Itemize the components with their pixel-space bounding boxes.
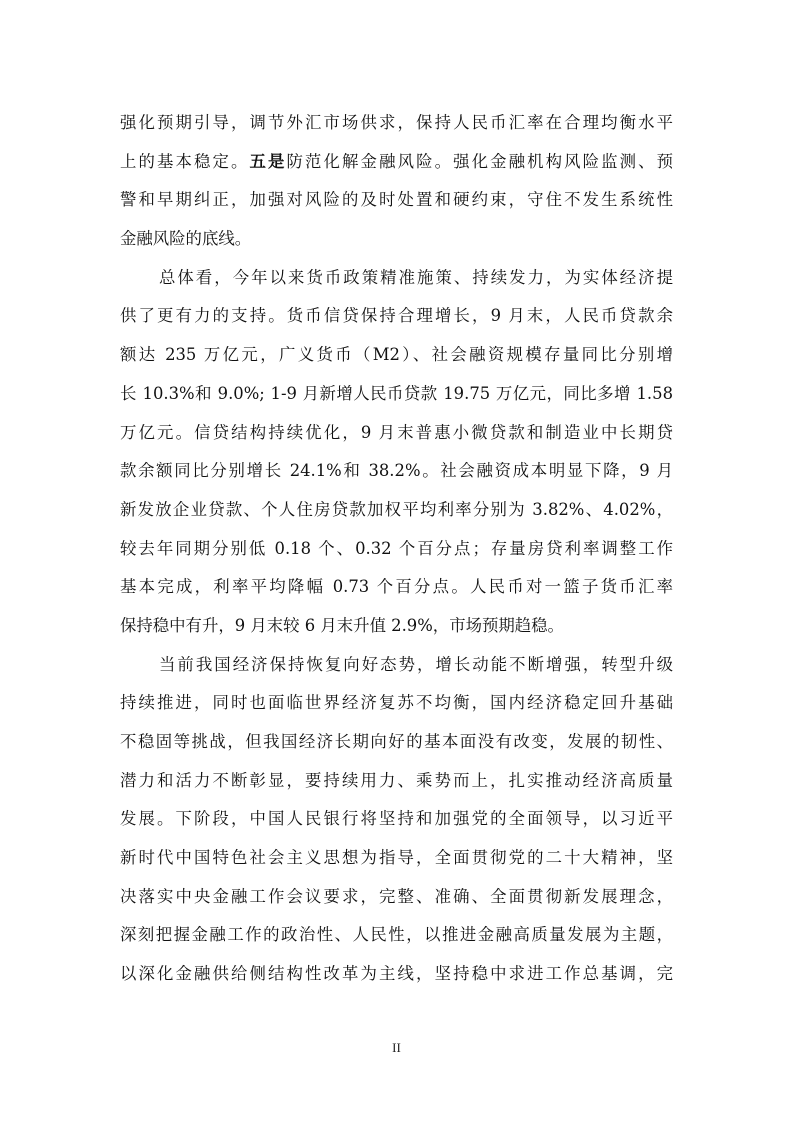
text-line: 决落实中央金融工作会议要求，完整、准确、全面贯彻新发展理念， <box>120 886 673 906</box>
text-line: 金融风险的底线。 <box>120 229 252 249</box>
text-line: 较去年同期分别低 0.18 个、0.32 个百分点；存量房贷利率调整工作 <box>120 538 673 558</box>
text-line: 基本完成，利率平均降幅 0.73 个百分点。人民币对一篮子货币汇率 <box>120 577 673 597</box>
emphasis-label: 五是 <box>249 151 287 171</box>
page-number: II <box>392 1040 401 1055</box>
text-line: 强化预期引导，调节外汇市场供求，保持人民币汇率在合理均衡水平 <box>120 113 673 132</box>
text-line: 供了更有力的支持。货币信贷保持合理增长，9 月末，人民币贷款余 <box>120 306 673 326</box>
text-line: 潜力和活力不断彰显，要持续用力、乘势而上，扎实推动经济高质量 <box>120 770 673 790</box>
text-line: 深刻把握金融工作的政治性、人民性，以推进金融高质量发展为主题， <box>120 925 673 945</box>
text-line: 额达 235 万亿元，广义货币（M2）、社会融资规模存量同比分别增 <box>120 345 673 365</box>
text-line: 新时代中国特色社会主义思想为指导，全面贯彻党的二十大精神，坚 <box>120 848 673 868</box>
text-line: 警和早期纠正，加强对风险的及时处置和硬约束，守住不发生系统性 <box>120 190 673 210</box>
text-span: 防范化解金融风险。强化金融机构风险监测、预 <box>286 151 674 171</box>
text-line: 总体看，今年以来货币政策精准施策、持续发力，为实体经济提 <box>159 267 673 287</box>
text-line: 不稳固等挑战，但我国经济长期向好的基本面没有改变，发展的韧性、 <box>120 732 673 751</box>
text-line: 持续推进，同时也面临世界经济复苏不均衡，国内经济稳定回升基础 <box>120 693 673 713</box>
text-line: 款余额同比分别增长 24.1%和 38.2%。社会融资成本明显下降，9 月 <box>120 461 673 481</box>
text-line: 保持稳中有升，9 月末较 6 月末升值 2.9%，市场预期趋稳。 <box>120 615 564 635</box>
text-line: 发展。下阶段，中国人民银行将坚持和加强党的全面领导，以习近平 <box>120 809 673 829</box>
text-line: 长 10.3%和 9.0%; 1-9 月新增人民币贷款 19.75 万亿元，同比多增 1.58 <box>120 383 673 403</box>
text-line <box>120 143 673 182</box>
text-span: 上的基本稳定。 <box>120 151 250 171</box>
text-line: 以深化金融供给侧结构性改革为主线，坚持稳中求进工作总基调，完 <box>120 964 673 984</box>
text-line: 新发放企业贷款、个人住房贷款加权平均利率分别为 3.82%、4.02%， <box>120 499 673 519</box>
text-line: 当前我国经济保持恢复向好态势，增长动能不断增强，转型升级 <box>159 654 673 674</box>
body-text <box>120 104 673 994</box>
text-line: 万亿元。信贷结构持续优化，9 月末普惠小微贷款和制造业中长期贷 <box>120 422 673 442</box>
